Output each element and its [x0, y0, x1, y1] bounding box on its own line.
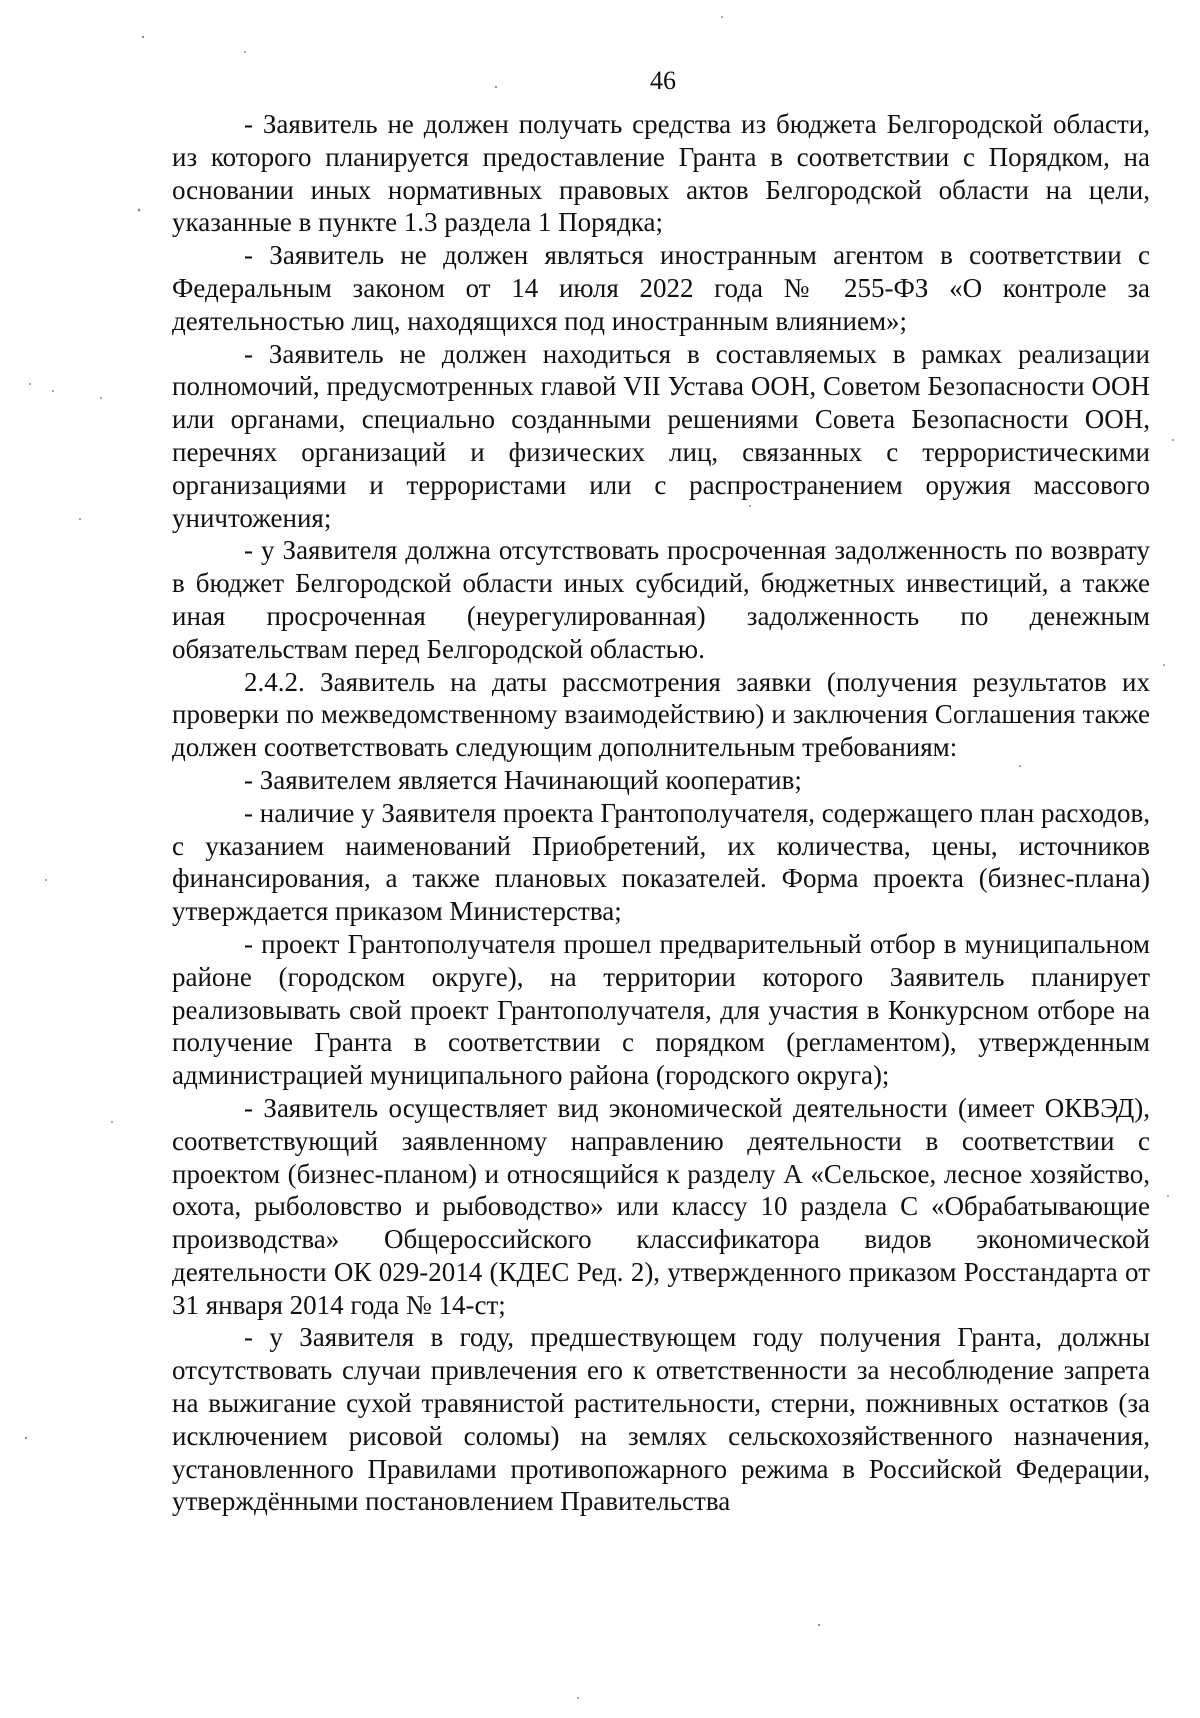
- paragraph-preliminary-selection: - проект Грантополучателя прошел предварительный отбор в муниципальном районе (городском округе), на территории которого Заявитель планирует реализовывать свой проект Грантополучателя, для участия в Конкурсном отборе на получение Гранта в соответствии с порядком (регламентом), утвержденным администрацией муниципального района (городского округа);: [172, 928, 1150, 1091]
- document-body: [172, 108, 1150, 1518]
- page-number: 46: [650, 66, 676, 95]
- paragraph-budget-funds: - Заявитель не должен получать средства из бюджета Белгородской области, из которого планируется предоставление Гранта в соответствии с Порядком, на основании иных нормативных правовых актов Белгородской области на цели, указанные в пункте 1.3 раздела 1 Порядка;: [172, 109, 1150, 238]
- paragraph-un-lists: - Заявитель не должен находиться в составляемых в рамках реализации полномочий, предусмотренных главой VII Устава ООН, Советом Безопасности ООН или органами, специально созданными решениями Совета Безопасности ООН, перечнях организаций и физических лиц, связанных с террористическими организациями и террористами или с распространением оружия массового уничтожения;: [172, 338, 1150, 533]
- paragraph-project-plan: - наличие у Заявителя проекта Грантополучателя, содержащего план расходов, с указанием наименований Приобретений, их количества, цены, источников финансирования, а также плановых показателей. Форма проекта (бизнес-плана) утверждается приказом Министерства;: [172, 797, 1150, 927]
- paragraph-fire-safety: - у Заявителя в году, предшествующем году получения Гранта, должны отсутствовать случаи привлечения его к ответственности за несоблюдение запрета на выжигание сухой травянистой растительности, стерни, пожнивных остатков (за исключением рисовой соломы) на землях сельскохозяйственного назначения, установленного Правилами противопожарного режима в Российской Федерации, утверждёнными постановлением Правительства: [172, 1322, 1150, 1517]
- paragraph-foreign-agent: - Заявитель не должен являться иностранным агентом в соответствии с Федеральным законом от 14 июля 2022 года № 255-ФЗ «О контроле за деятельностью лиц, находящихся под иностранным влиянием»;: [172, 240, 1150, 336]
- paragraph-okved: - Заявитель осуществляет вид экономической деятельности (имеет ОКВЭД), соответствующий заявленному направлению деятельности в соответствии с проектом (бизнес-планом) и относящийся к разделу А «Сельское, лесное хозяйство, охота, рыболовство и рыбоводство» или классу 10 раздела С «Обрабатывающие производства» Общероссийского классификатора видов экономической деятельности ОК 029-2014 (КДЕС Ред. 2), утвержденного приказом Росстандарта от 31 января 2014 года № 14-ст;: [172, 1092, 1150, 1320]
- paragraph-overdue-debt: - у Заявителя должна отсутствовать просроченная задолженность по возврату в бюджет Белгородской области иных субсидий, бюджетных инвестиций, а также иная просроченная (неурегулированная) задолженность по денежным обязательствам перед Белгородской областью.: [172, 535, 1150, 664]
- paragraph-section-2-4-2: 2.4.2. Заявитель на даты рассмотрения заявки (получения результатов их проверки по межведомственному взаимодействию) и заключения Соглашения также должен соответствовать следующим дополнительным требованиям:: [172, 666, 1150, 763]
- paragraph-starting-cooperative: - Заявителем является Начинающий кооператив;: [244, 764, 802, 795]
